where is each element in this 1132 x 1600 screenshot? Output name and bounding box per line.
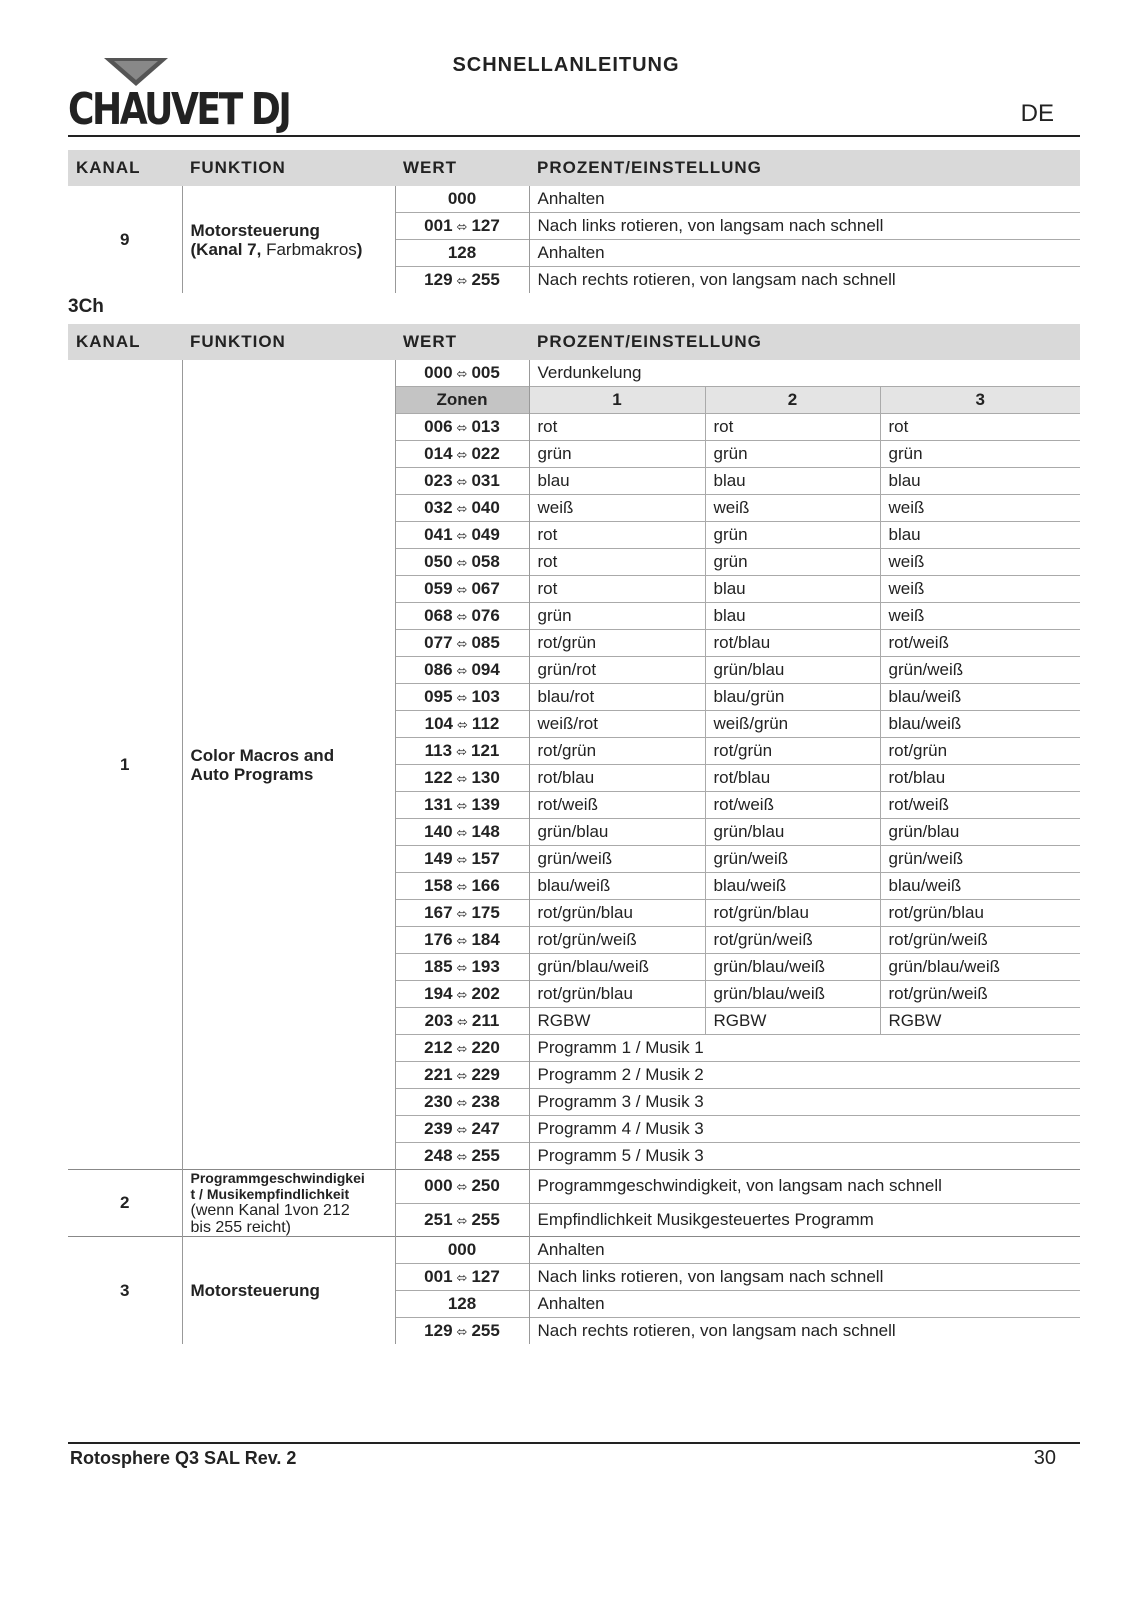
- zone-cell-2: grün/blau/weiß: [705, 981, 880, 1008]
- wert-cell: [395, 240, 529, 267]
- zone-cell-2: grün: [705, 441, 880, 468]
- wert-to: 250: [471, 1176, 500, 1196]
- zone-cell-2: blau/weiß: [705, 873, 880, 900]
- wert-cell: [395, 873, 529, 900]
- zone-header-2: 2: [705, 387, 880, 414]
- zone-cell-3: rot: [880, 414, 1080, 441]
- range-arrow-icon: ⬄: [456, 879, 468, 894]
- page-number: 30: [1033, 1447, 1056, 1469]
- wert-from: 095: [424, 687, 453, 706]
- wert-cell: [395, 1143, 529, 1170]
- funktion-line: t / Musikempfindlichkeit: [190, 1186, 350, 1202]
- einstellung-cell: Programm 3 / Musik 3: [529, 1089, 1080, 1116]
- zone-cell-2: rot/grün/blau: [705, 900, 880, 927]
- wert-from: 128: [447, 1294, 477, 1313]
- range-arrow-icon: ⬄: [456, 501, 468, 516]
- document-title: SCHNELLANLEITUNG: [452, 54, 680, 76]
- kanal-cell: 9: [120, 229, 130, 249]
- wert-to: 058: [471, 552, 500, 571]
- zone-cell-1: grün/blau: [529, 819, 705, 846]
- zone-cell-1: weiß: [529, 495, 705, 522]
- wert-to: 202: [471, 984, 500, 1003]
- wert-from: 068: [424, 606, 453, 625]
- range-arrow-icon: ⬄: [457, 1014, 468, 1029]
- range-arrow-icon: ⬄: [456, 852, 468, 867]
- column-header-wert: WERT: [395, 150, 529, 186]
- zone-cell-3: rot/weiß: [880, 792, 1080, 819]
- table-row: [68, 1237, 1080, 1264]
- wert-cell: [395, 468, 529, 495]
- column-header-kanal: KANAL: [68, 150, 182, 186]
- zone-cell-1: rot: [529, 549, 705, 576]
- wert-cell: [395, 603, 529, 630]
- wert-from: 059: [424, 579, 453, 598]
- range-arrow-icon: ⬄: [456, 933, 468, 948]
- footer-divider: [68, 1442, 1080, 1444]
- wert-cell: [395, 765, 529, 792]
- zone-cell-1: rot/weiß: [529, 792, 705, 819]
- column-header-wert: WERT: [395, 324, 529, 360]
- funktion-line: Color Macros and: [190, 745, 335, 765]
- funktion-cell: [182, 186, 395, 293]
- funktion-cell: Motorsteuerung: [182, 1237, 395, 1345]
- wert-cell: [395, 1264, 529, 1291]
- zone-cell-1: rot: [529, 414, 705, 441]
- wert-to: 049: [471, 525, 500, 544]
- range-arrow-icon: ⬄: [456, 1068, 468, 1083]
- wert-to: 184: [471, 930, 500, 949]
- wert-to: 255: [471, 1321, 500, 1340]
- wert-from: 131: [424, 795, 453, 814]
- range-arrow-icon: ⬄: [456, 366, 468, 381]
- zone-cell-3: rot/weiß: [880, 630, 1080, 657]
- wert-cell: [395, 954, 529, 981]
- zone-cell-2: rot/grün/weiß: [705, 927, 880, 954]
- wert-cell: [395, 1008, 529, 1035]
- wert-cell: [395, 213, 529, 240]
- einstellung-cell: Anhalten: [529, 240, 1080, 267]
- wert-from: 041: [424, 525, 453, 544]
- zone-cell-2: grün/blau/weiß: [705, 954, 880, 981]
- zone-cell-1: rot/blau: [529, 765, 705, 792]
- einstellung-cell: Nach links rotieren, von langsam nach schnell: [529, 1264, 1080, 1291]
- wert-to: 255: [471, 270, 500, 289]
- wert-cell: [395, 414, 529, 441]
- header-divider: [68, 135, 1080, 137]
- wert-to: 040: [471, 498, 500, 517]
- einstellung-cell: Programm 5 / Musik 3: [529, 1143, 1080, 1170]
- kanal-cell: 2: [68, 1170, 182, 1237]
- range-arrow-icon: ⬄: [456, 420, 468, 435]
- wert-to: 247: [471, 1119, 500, 1138]
- zone-cell-3: blau/weiß: [880, 873, 1080, 900]
- wert-cell: [395, 360, 529, 387]
- footer-document-name: Rotosphere Q3 SAL Rev. 2: [70, 1448, 297, 1468]
- wert-from: 203: [424, 1011, 454, 1030]
- channel-9-table: [68, 150, 1080, 293]
- wert-cell: [395, 441, 529, 468]
- wert-to: 255: [471, 1209, 500, 1229]
- zone-cell-2: rot/blau: [705, 765, 880, 792]
- wert-from: 104: [424, 714, 454, 733]
- wert-to: 166: [471, 876, 500, 895]
- table-header-row: [68, 150, 1080, 186]
- wert-to: 220: [471, 1038, 500, 1057]
- zone-cell-3: grün/weiß: [880, 657, 1080, 684]
- zone-cell-2: rot/blau: [705, 630, 880, 657]
- zone-cell-3: rot/blau: [880, 765, 1080, 792]
- einstellung-cell: Nach links rotieren, von langsam nach schnell: [529, 213, 1080, 240]
- zone-cell-1: grün: [529, 603, 705, 630]
- zone-header-1: 1: [529, 387, 705, 414]
- zone-cell-2: rot/weiß: [705, 792, 880, 819]
- zone-cell-2: blau: [705, 468, 880, 495]
- range-arrow-icon: ⬄: [456, 273, 468, 288]
- zone-cell-1: blau: [529, 468, 705, 495]
- zone-cell-2: RGBW: [705, 1008, 880, 1035]
- zone-cell-2: grün/blau: [705, 657, 880, 684]
- wert-from: 239: [424, 1119, 453, 1138]
- range-arrow-icon: ⬄: [456, 1212, 468, 1228]
- wert-from: 251: [424, 1209, 453, 1229]
- range-arrow-icon: ⬄: [456, 798, 468, 813]
- wert-cell: [395, 630, 529, 657]
- einstellung-cell: Programm 2 / Musik 2: [529, 1062, 1080, 1089]
- range-arrow-icon: ⬄: [456, 1270, 468, 1285]
- wert-from: 000: [424, 363, 453, 382]
- zone-cell-3: weiß: [880, 549, 1080, 576]
- zone-cell-3: rot/grün/weiß: [880, 981, 1080, 1008]
- zone-cell-2: rot/grün: [705, 738, 880, 765]
- wert-cell: [395, 738, 529, 765]
- range-arrow-icon: ⬄: [456, 219, 468, 234]
- wert-to: 148: [471, 822, 500, 841]
- wert-from: 006: [424, 417, 453, 436]
- wert-from: 086: [424, 660, 453, 679]
- zone-cell-1: rot/grün/blau: [529, 900, 705, 927]
- wert-cell: [395, 576, 529, 603]
- language-code: DE: [1020, 100, 1054, 127]
- zone-cell-3: RGBW: [880, 1008, 1080, 1035]
- column-header-prozent: PROZENT/EINSTELLUNG: [529, 150, 1080, 186]
- zone-cell-3: weiß: [880, 603, 1080, 630]
- wert-cell: [395, 1237, 529, 1264]
- zone-cell-3: blau/weiß: [880, 711, 1080, 738]
- wert-cell: [395, 1291, 529, 1318]
- range-arrow-icon: ⬄: [456, 1095, 468, 1110]
- zone-cell-3: grün/blau: [880, 819, 1080, 846]
- funktion-note: (wenn Kanal 1von 212: [190, 1202, 350, 1219]
- einstellung-cell: Anhalten: [529, 1291, 1080, 1318]
- zone-cell-2: weiß/grün: [705, 711, 880, 738]
- zone-cell-2: grün/weiß: [705, 846, 880, 873]
- zone-cell-3: weiß: [880, 495, 1080, 522]
- zone-cell-1: weiß/rot: [529, 711, 705, 738]
- einstellung-cell: Programmgeschwindigkeit, von langsam nach schnell: [529, 1170, 1080, 1204]
- zone-cell-1: grün/rot: [529, 657, 705, 684]
- logo-wordmark: CHAUVET DJ: [68, 84, 290, 135]
- einstellung-cell: Nach rechts rotieren, von langsam nach schnell: [529, 267, 1080, 294]
- wert-to: 005: [471, 363, 500, 382]
- funktion-line: Auto Programs: [190, 764, 314, 784]
- wert-cell: [395, 711, 529, 738]
- section-label-3ch: 3Ch: [68, 296, 104, 317]
- zone-cell-1: rot/grün: [529, 738, 705, 765]
- wert-cell: [395, 186, 529, 213]
- wert-from: 077: [424, 633, 453, 652]
- range-arrow-icon: ⬄: [456, 744, 467, 759]
- wert-to: 238: [471, 1092, 500, 1111]
- funktion-line: Motorsteuerung: [190, 220, 320, 240]
- funktion-cell: [182, 1170, 395, 1237]
- wert-from: 158: [424, 876, 453, 895]
- wert-from: 194: [424, 984, 453, 1003]
- funktion-cell: [182, 360, 395, 1170]
- funktion-kanal: (Kanal 7,: [190, 239, 262, 259]
- funktion-note: bis 255 reicht): [190, 1219, 291, 1236]
- wert-cell: [395, 981, 529, 1008]
- wert-from: 001: [424, 216, 453, 235]
- wert-cell: [395, 1116, 529, 1143]
- range-arrow-icon: ⬄: [456, 987, 468, 1002]
- wert-from: 122: [424, 768, 453, 787]
- table-row: [68, 186, 1080, 213]
- wert-from: 230: [424, 1092, 453, 1111]
- wert-to: 130: [471, 768, 500, 787]
- range-arrow-icon: ⬄: [456, 1179, 468, 1195]
- wert-from: 023: [424, 471, 453, 490]
- zone-cell-2: blau: [705, 576, 880, 603]
- zone-cell-3: weiß: [880, 576, 1080, 603]
- wert-from: 128: [447, 243, 477, 262]
- range-arrow-icon: ⬄: [456, 1149, 468, 1164]
- zones-label: Zonen: [395, 387, 529, 414]
- wert-cell: [395, 792, 529, 819]
- wert-from: 176: [424, 930, 453, 949]
- einstellung-cell: Anhalten: [529, 1237, 1080, 1264]
- wert-to: 112: [471, 714, 500, 733]
- wert-to: 067: [471, 579, 500, 598]
- range-arrow-icon: ⬄: [456, 960, 468, 975]
- wert-cell: [395, 900, 529, 927]
- zone-cell-1: grün/blau/weiß: [529, 954, 705, 981]
- wert-from: 014: [424, 444, 453, 463]
- zone-cell-2: blau: [705, 603, 880, 630]
- zone-cell-2: weiß: [705, 495, 880, 522]
- range-arrow-icon: ⬄: [456, 609, 468, 624]
- zone-cell-1: rot: [529, 522, 705, 549]
- range-arrow-icon: ⬄: [456, 1041, 468, 1056]
- wert-to: 094: [471, 660, 500, 679]
- wert-from: 221: [424, 1065, 453, 1084]
- column-header-kanal: KANAL: [68, 324, 182, 360]
- einstellung-cell: Verdunkelung: [537, 363, 642, 382]
- zone-cell-3: rot/grün/blau: [880, 900, 1080, 927]
- wert-to: 013: [471, 417, 500, 436]
- einstellung-cell: Programm 4 / Musik 3: [529, 1116, 1080, 1143]
- zone-cell-1: RGBW: [529, 1008, 705, 1035]
- range-arrow-icon: ⬄: [456, 771, 468, 786]
- range-arrow-icon: ⬄: [456, 1324, 468, 1339]
- range-arrow-icon: ⬄: [456, 582, 468, 597]
- range-arrow-icon: ⬄: [456, 447, 468, 462]
- wert-to: 103: [471, 687, 500, 706]
- funktion-note: Farbmakros: [266, 239, 357, 259]
- range-arrow-icon: ⬄: [456, 906, 468, 921]
- wert-to: 175: [471, 903, 500, 922]
- wert-from: 050: [424, 552, 453, 571]
- wert-from: 185: [424, 957, 453, 976]
- wert-from: 000: [424, 1176, 453, 1196]
- column-header-funktion: FUNKTION: [182, 150, 395, 186]
- zone-cell-1: blau/rot: [529, 684, 705, 711]
- wert-to: 121: [470, 741, 500, 760]
- wert-cell: [395, 522, 529, 549]
- wert-to: 255: [471, 1146, 500, 1165]
- wert-to: 157: [471, 849, 500, 868]
- wert-to: 229: [471, 1065, 500, 1084]
- wert-cell: [395, 657, 529, 684]
- zone-cell-2: grün: [705, 522, 880, 549]
- wert-from: 129: [424, 1321, 453, 1340]
- wert-to: 193: [471, 957, 500, 976]
- wert-cell: [395, 684, 529, 711]
- zone-cell-1: grün: [529, 441, 705, 468]
- zone-cell-3: rot/grün: [880, 738, 1080, 765]
- wert-cell: [395, 1203, 529, 1237]
- zone-cell-2: blau/grün: [705, 684, 880, 711]
- wert-from: 001: [424, 1267, 453, 1286]
- wert-from: 000: [447, 189, 477, 208]
- zone-cell-1: rot/grün: [529, 630, 705, 657]
- table-row: [68, 360, 1080, 387]
- zone-cell-3: blau/weiß: [880, 684, 1080, 711]
- wert-to: 031: [471, 471, 500, 490]
- range-arrow-icon: ⬄: [456, 636, 468, 651]
- range-arrow-icon: ⬄: [456, 663, 468, 678]
- kanal-cell: 3: [68, 1237, 182, 1345]
- zone-cell-1: grün/weiß: [529, 846, 705, 873]
- funktion-close: ): [356, 239, 363, 259]
- zone-cell-3: blau: [880, 468, 1080, 495]
- wert-from: 032: [424, 498, 453, 517]
- wert-from: 113: [424, 741, 453, 760]
- funktion-line: Programmgeschwindigkei: [190, 1170, 365, 1186]
- wert-cell: [395, 846, 529, 873]
- zone-cell-3: blau: [880, 522, 1080, 549]
- wert-cell: [395, 495, 529, 522]
- wert-cell: [395, 819, 529, 846]
- wert-from: 248: [424, 1146, 453, 1165]
- einstellung-cell: Empfindlichkeit Musikgesteuertes Programm: [529, 1203, 1080, 1237]
- range-arrow-icon: ⬄: [456, 555, 468, 570]
- range-arrow-icon: ⬄: [456, 1122, 468, 1137]
- wert-cell: [395, 267, 529, 294]
- range-arrow-icon: ⬄: [456, 528, 468, 543]
- wert-cell: [395, 927, 529, 954]
- table-header-row: [68, 324, 1080, 360]
- range-arrow-icon: ⬄: [456, 690, 468, 705]
- zone-cell-1: blau/weiß: [529, 873, 705, 900]
- column-header-prozent: PROZENT/EINSTELLUNG: [529, 324, 1080, 360]
- zone-cell-3: grün: [880, 441, 1080, 468]
- zone-cell-2: rot: [705, 414, 880, 441]
- zone-cell-1: rot: [529, 576, 705, 603]
- range-arrow-icon: ⬄: [456, 474, 468, 489]
- wert-to: 085: [471, 633, 500, 652]
- table-row: [68, 1170, 1080, 1204]
- wert-from: 000: [447, 1240, 477, 1259]
- funktion-line: [191, 240, 387, 259]
- wert-from: 167: [424, 903, 453, 922]
- wert-from: 129: [424, 270, 453, 289]
- wert-cell: [395, 1170, 529, 1204]
- wert-to: 127: [471, 1267, 500, 1286]
- zone-cell-3: grün/weiß: [880, 846, 1080, 873]
- wert-from: 140: [424, 822, 453, 841]
- range-arrow-icon: ⬄: [457, 717, 468, 732]
- zone-cell-2: grün/blau: [705, 819, 880, 846]
- einstellung-cell: Anhalten: [537, 189, 605, 208]
- einstellung-cell: Programm 1 / Musik 1: [529, 1035, 1080, 1062]
- wert-to: 127: [471, 216, 500, 235]
- 3ch-table: [68, 324, 1080, 1344]
- wert-to: 022: [471, 444, 500, 463]
- zone-cell-1: rot/grün/weiß: [529, 927, 705, 954]
- wert-cell: [395, 1089, 529, 1116]
- wert-cell: [395, 1318, 529, 1345]
- wert-from: 149: [424, 849, 453, 868]
- zone-cell-1: rot/grün/blau: [529, 981, 705, 1008]
- wert-to: 076: [471, 606, 500, 625]
- range-arrow-icon: ⬄: [456, 825, 468, 840]
- wert-from: 212: [424, 1038, 453, 1057]
- kanal-cell: 1: [120, 754, 130, 774]
- wert-cell: [395, 1062, 529, 1089]
- wert-cell: [395, 1035, 529, 1062]
- wert-to: 211: [471, 1011, 500, 1030]
- zone-cell-3: grün/blau/weiß: [880, 954, 1080, 981]
- einstellung-cell: Nach rechts rotieren, von langsam nach schnell: [529, 1318, 1080, 1345]
- zone-header-3: 3: [880, 387, 1080, 414]
- wert-cell: [395, 549, 529, 576]
- zone-cell-2: grün: [705, 549, 880, 576]
- wert-to: 139: [471, 795, 500, 814]
- zone-cell-3: rot/grün/weiß: [880, 927, 1080, 954]
- column-header-funktion: FUNKTION: [182, 324, 395, 360]
